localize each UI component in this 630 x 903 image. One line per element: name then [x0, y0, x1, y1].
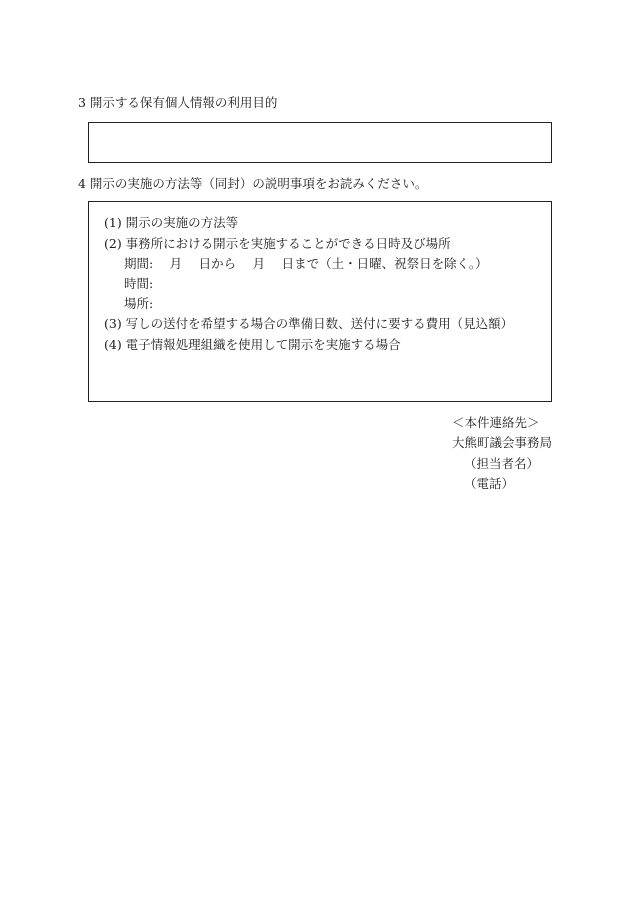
item-4-electronic: (4) 電子情報処理組織を使用して開示を実施する場合 [104, 337, 401, 352]
item-1-method: (1) 開示の実施の方法等 [104, 215, 239, 230]
contact-phone: （電話） [464, 476, 515, 491]
disclosure-method-box [88, 201, 552, 402]
section-3-heading: 3 開示する保有個人情報の利用目的 [78, 95, 278, 110]
period-line: 期間: 月 日から 月 日まで（土・日曜、祝祭日を除く。） [124, 256, 488, 271]
contact-organization: 大熊町議会事務局 [452, 435, 553, 450]
item-3-copy-delivery: (3) 写しの送付を希望する場合の準備日数、送付に要する費用（見込額） [104, 316, 514, 331]
time-line: 時間: [124, 276, 154, 291]
purpose-of-use-box [88, 122, 552, 163]
place-line: 場所: [124, 296, 154, 311]
contact-title: ＜本件連絡先＞ [452, 415, 540, 430]
item-2-datetime-place: (2) 事務所における開示を実施することができる日時及び場所 [104, 236, 451, 251]
contact-person: （担当者名） [464, 456, 540, 471]
section-4-heading: 4 開示の実施の方法等（同封）の説明事項をお読みください。 [78, 176, 428, 191]
